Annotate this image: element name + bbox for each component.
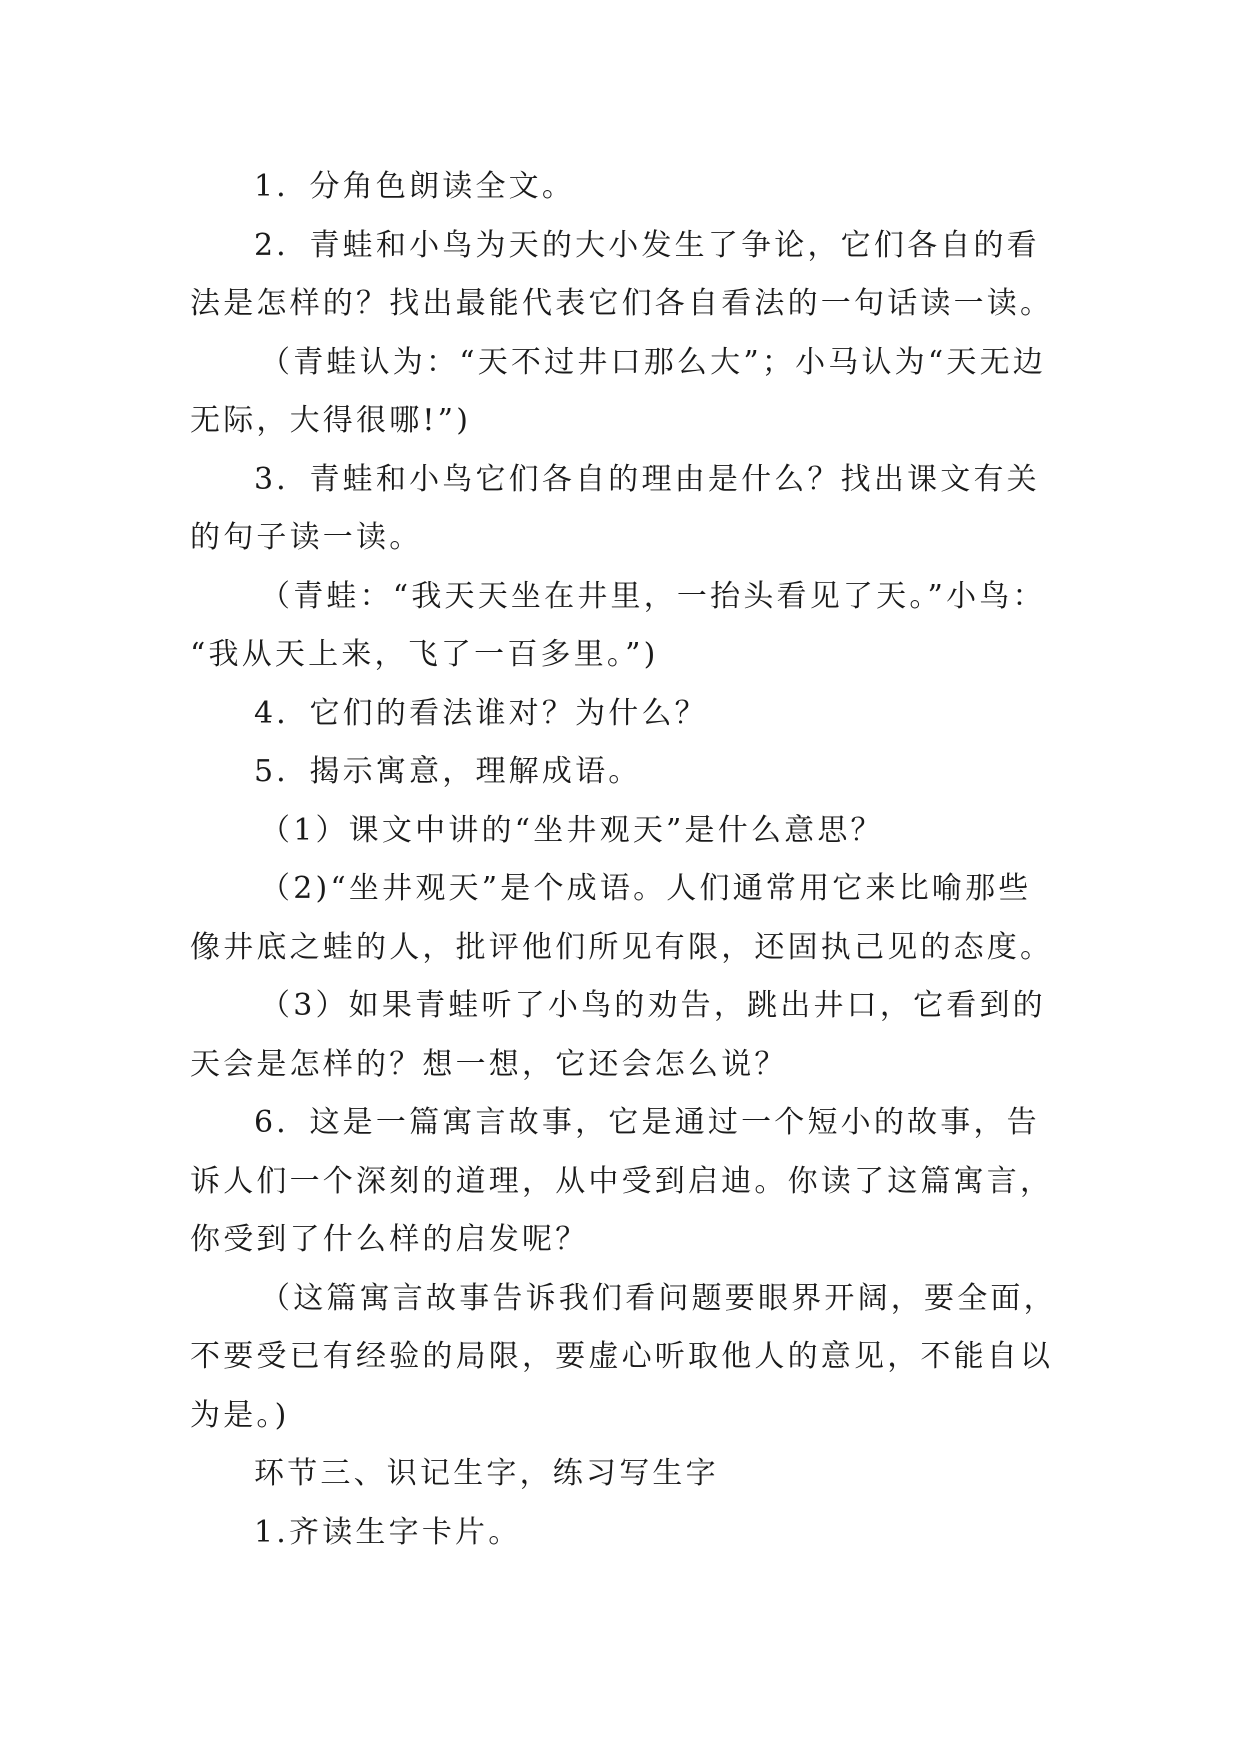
paragraph-line: 3．青蛙和小鸟它们各自的理由是什么？找出课文有关: [254, 461, 1040, 497]
section-heading: 环节三、识记生字，练习写生字: [254, 1456, 719, 1491]
paragraph-line: （1）课文中讲的“坐井观天”是什么意思？: [260, 812, 884, 848]
paragraph-line: 的句子读一读。: [190, 520, 423, 555]
paragraph-line: 诉人们一个深刻的道理，从中受到启迪。你读了这篇寓言，: [190, 1163, 1054, 1199]
paragraph-line: 像井底之蛙的人，批评他们所见有限，还固执己见的态度。: [190, 929, 1054, 965]
paragraph-line: 无际，大得很哪!”): [190, 403, 472, 438]
paragraph-line: 5．揭示寓意，理解成语。: [254, 754, 642, 789]
paragraph-line: 天会是怎样的？想一想，它还会怎么说？: [190, 1046, 788, 1082]
paragraph-line: 4．它们的看法谁对？为什么？: [254, 695, 708, 731]
paragraph-line: 法是怎样的？找出最能代表它们各自看法的一句话读一读。: [190, 286, 1054, 321]
document-body: [190, 158, 1060, 1562]
paragraph-line: 为是。): [190, 1397, 290, 1433]
paragraph-line: （这篇寓言故事告诉我们看问题要眼界开阔，要全面，: [260, 1280, 1057, 1316]
paragraph-line: 1．分角色朗读全文。: [254, 169, 576, 204]
paragraph-line: （青蛙认为：“天不过井口那么大”；小马认为“天无边: [260, 344, 1047, 380]
paragraph-line: 6．这是一篇寓言故事，它是通过一个短小的故事，告: [254, 1105, 1040, 1140]
paragraph-line: “我从天上来，飞了一百多里。”): [190, 637, 659, 672]
paragraph-line: 1.齐读生字卡片。: [254, 1514, 522, 1550]
paragraph-line: 不要受已有经验的局限，要虚心听取他人的意见，不能自以: [190, 1339, 1054, 1374]
paragraph-line: 你受到了什么样的启发呢？: [190, 1222, 589, 1257]
paragraph-line: （2)“坐井观天”是个成语。人们通常用它来比喻那些: [260, 871, 1032, 906]
paragraph-line: 2．青蛙和小鸟为天的大小发生了争论，它们各自的看: [254, 227, 1040, 263]
paragraph-line: （青蛙：“我天天坐在井里，一抬头看见了天。”小鸟：: [260, 578, 1046, 614]
paragraph-line: （3）如果青蛙听了小鸟的劝告，跳出井口，它看到的: [260, 988, 1046, 1023]
